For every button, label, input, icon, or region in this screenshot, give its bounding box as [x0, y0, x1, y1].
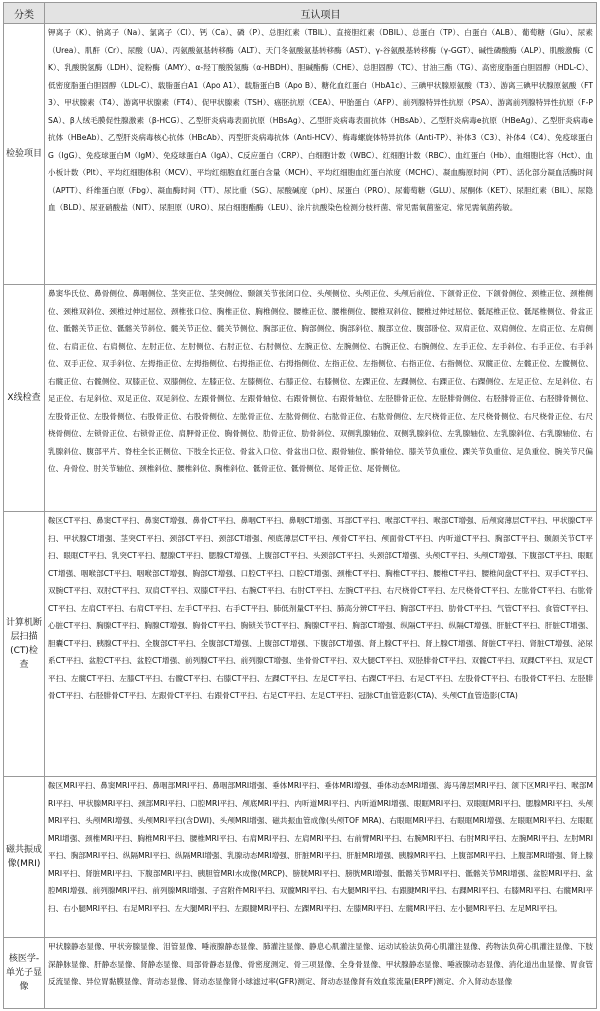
table-header-row — [4, 3, 597, 24]
category-cell: 磁共振成像(MRI) — [4, 777, 45, 938]
items-cell — [45, 24, 597, 285]
items-text: 甲状腺静态显像、甲状旁腺显像、泪管显像、唾液腺静态显像、肺灌注显像、静息心肌灌注显像、运动试验法负荷心肌灌注显像、药物法负荷心肌灌注显像、下肢深静脉显像、肝静态显像、肾静态显像、局部骨静态显像、骨密度测定、骨三项显像、全身骨显像、甲状腺静态显像、唾液腺动态显像、消化道出血显像、胃食管反流显像、异位胃黏膜显像、肾动态显像、肾动态显像肾小球滤过率(GFR)测定、肾动态显像肾有效血浆流量(ERPF)测定、介入肾动态显像 — [48, 942, 593, 987]
items-cell — [45, 285, 597, 512]
category-cell: 检验项目 — [4, 24, 45, 285]
mutual-recognition-table — [3, 2, 597, 1009]
header-items: 互认项目 — [45, 3, 597, 24]
items-cell — [45, 777, 597, 938]
items-text: 鼻窦华氏位、鼻骨侧位、鼻咽侧位、茎突正位、茎突侧位、颞颌关节张闭口位、头颅侧位、头颅正位、头颅后前位、下颌骨正位、下颌骨侧位、颈椎正位、颈椎侧位、颈椎双斜位、颈椎过伸过屈位、颈椎张口位、胸椎正位、胸椎侧位、腰椎正位、腰椎侧位、腰椎双斜位、腰椎过伸过屈位、骶尾椎正位、骶尾椎侧位、骨盆正位、骶髂关节正位、骶髂关节斜位、髋关节正位、髋关节侧位、胸部正位、胸部侧位、胸部斜位、腹部立位、腹部卧位、双肩正位、双肩侧位、左肩正位、左肩侧位、右肩正位、右肩侧位、左肘正位、左肘侧位、右肘正位、右肘侧位、左腕正位、左腕侧位、右腕正位、右腕侧位、左手正位、左手斜位、右手正位、右手斜位、双手正位、双手斜位、左拇指正位、左拇指侧位、右拇指正位、右拇指侧位、左指正位、左指侧位、右指正位、右指侧位、双髋正位、左髋正位、左髋侧位、右髋正位、右髋侧位、双膝正位、双膝侧位、左膝正位、左膝侧位、右膝正位、右膝侧位、左踝正位、左踝侧位、右踝正位、右踝侧位、左足正位、左足斜位、右足正位、右足斜位、双足正位、双足斜位、左跟骨侧位、左跟骨轴位、右跟骨侧位、右跟骨轴位、左胫腓骨正位、左胫腓骨侧位、右胫腓骨正位、右胫腓骨侧位、左股骨正位、左股骨侧位、右股骨正位、右股骨侧位、左肱骨正位、左肱骨侧位、右肱骨正位、右肱骨侧位、左尺桡骨正位、左尺桡骨侧位、右尺桡骨正位、右尺桡骨侧位、左锁骨正位、右锁骨正位、肩胛骨正位、胸骨侧位、肋骨正位、肋骨斜位、双侧乳腺轴位、双侧乳腺斜位、左乳腺轴位、左乳腺斜位、右乳腺轴位、右乳腺斜位、腹部平片、脊柱全长正侧位、下肢全长正位、骨盆入口位、骨盆出口位、跟骨轴位、髌骨轴位、膝关节负重位、踝关节负重位、足负重位、腕关节尺偏位、舟骨位、肘关节轴位、颈椎斜位、腰椎斜位、胸椎斜位、骶骨正位、骶骨侧位、尾骨正位、尾骨侧位。 — [48, 289, 593, 474]
table-row — [4, 777, 597, 938]
table-row — [4, 24, 597, 285]
header-category: 分类 — [4, 3, 45, 24]
table-row — [4, 938, 597, 1009]
items-text: 鞍区CT平扫、鼻窦CT平扫、鼻窦CT增强、鼻骨CT平扫、鼻咽CT平扫、鼻咽CT增强、耳部CT平扫、喉部CT平扫、喉部CT增强、后颅窝薄层CT平扫、甲状腺CT平扫、甲状腺CT增强、茎突CT平扫、颈部CT平扫、颈部CT增强、颅底薄层CT平扫、颅骨CT平扫、颅面骨CT平扫、内听道CT平扫、胸部CT平扫、颞颌关节CT平扫、眼眶CT平扫、乳突CT平扫、腮腺CT平扫、腮腺CT增强、上腹部CT平扫、头颈部CT平扫、头颈部CT增强、头颅CT平扫、头颅CT增强、下腹部CT平扫、眼眶CT增强、咽喉部CT平扫、咽喉部CT增强、胸部CT增强、口腔CT平扫、口腔CT增强、颈椎CT平扫、胸椎CT平扫、腰椎CT平扫、腰椎间盘CT平扫、双手CT平扫、双腕CT平扫、双肘CT平扫、双肩CT平扫、双膝CT平扫、右腕CT平扫、右肘CT平扫、左腕CT平扫、右尺桡骨CT平扫、左尺桡骨CT平扫、左肱骨CT平扫、右肱骨CT平扫、左肩CT平扫、右肩CT平扫、左手CT平扫、右手CT平扫、肺低剂量CT平扫、肺高分辨CT平扫、胸部CT平扫、肋骨CT平扫、气管CT平扫、食管CT平扫、心脏CT平扫、胸腺CT平扫、胸腺CT增强、胸骨CT平扫、胸锁关节CT平扫、胸腺CT平扫、胸部CT增强、纵隔CT平扫、纵隔CT增强、肝脏CT平扫、肝脏CT增强、胆囊CT平扫、胰腺CT平扫、全腹部CT平扫、全腹部CT增强、上腹部CT增强、下腹部CT增强、肾上腺CT平扫、肾上腺CT增强、肾脏CT平扫、肾脏CT增强、泌尿系CT平扫、盆腔CT平扫、盆腔CT增强、前列腺CT平扫、前列腺CT增强、坐骨骨CT平扫、双大腿CT平扫、双胫腓骨CT平扫、双髋CT平扫、双踝CT平扫、双足CT平扫、左髋CT平扫、左膝CT平扫、右髋CT平扫、右膝CT平扫、左踝CT平扫、左足CT平扫、右踝CT平扫、右足CT平扫、左股骨CT平扫、右股骨CT平扫、左胫腓骨CT平扫、右胫腓骨CT平扫、左跟骨CT平扫、右跟骨CT平扫、右足CT平扫、左足CT平扫、冠脉CT血管造影(CTA)、头颅CT血管造影(CTA) — [48, 516, 593, 701]
items-cell — [45, 512, 597, 777]
category-cell: 计算机断层扫描(CT)检查 — [4, 512, 45, 777]
items-text: 钾离子（K）、钠离子（Na）、氯离子（Cl）、钙（Ca）、磷（P）、总胆红素（TBIL）、直接胆红素（DBIL）、总蛋白（TP）、白蛋白（ALB）、葡萄糖（Glu）、尿素（Urea）、肌酐（Cr）、尿酸（UA）、丙氨酸氨基转移酶（ALT）、天门冬氨酸氨基转移酶（AST）、γ-谷氨酰基转移酶（γ-GGT）、碱性磷酸酶（ALP）、肌酸激酶（CK）、乳酸脱氢酶（LDH）、淀粉酶（AMY）、α-羟丁酸脱氢酶（α-HBDH）、胆碱酯酶（CHE）、总胆固醇（TC）、甘油三酯（TG）、高密度脂蛋白胆固醇（HDL-C）、低密度脂蛋白胆固醇（LDL-C）、载脂蛋白A1（Apo A1）、载脂蛋白B（Apo B）、糖化血红蛋白（HbA1c）、三碘甲状腺原氨酸（T3）、游离三碘甲状腺原氨酸（FT3）、甲状腺素（T4）、游离甲状腺素（FT4）、促甲状腺素（TSH）、癌胚抗原（CEA）、甲胎蛋白（AFP）、前列腺特异性抗原（PSA）、游离前列腺特异性抗原（F-PSA）、β人绒毛膜促性腺激素（β-HCG）、乙型肝炎病毒表面抗原（HBsAg）、乙型肝炎病毒表面抗体（HBsAb）、乙型肝炎病毒e抗原（HBeAg）、乙型肝炎病毒e抗体（HBeAb）、乙型肝炎病毒核心抗体（HBcAb）、丙型肝炎病毒抗体（Anti-HCV）、梅毒螺旋体特异抗体（Anti-TP）、补体3（C3）、补体4（C4）、免疫球蛋白G（IgG）、免疫球蛋白M（IgM）、免疫球蛋白A（IgA）、C反应蛋白（CRP）、白细胞计数（WBC）、红细胞计数（RBC）、血红蛋白（Hb）、血细胞比容（Hct）、血小板计数（Plt）、平均红细胞体积（MCV）、平均红细胞血红蛋白含量（MCH）、平均红细胞血红蛋白浓度（MCHC）、凝血酶原时间（PT）、活化部分凝血活酶时间（APTT）、纤维蛋白原（Fbg）、凝血酶时间（TT）、尿比重（SG）、尿酸碱度（pH）、尿蛋白（PRO）、尿葡萄糖（GLU）、尿酮体（KET）、尿胆红素（BIL）、尿隐血（BLD）、尿亚硝酸盐（NIT）、尿胆原（URO）、尿白细胞酯酶（LEU）、涂片抗酸染色检测分枝杆菌、常见需氧菌鉴定、常见需氧菌药敏。 — [48, 28, 593, 213]
items-cell — [45, 938, 597, 1009]
category-cell: 核医学-单光子显像 — [4, 938, 45, 1009]
table-row — [4, 285, 597, 512]
category-cell: X线检查 — [4, 285, 45, 512]
items-text: 鞍区MRI平扫、鼻窦MRI平扫、鼻咽部MRI平扫、鼻咽部MRI增强、垂体MRI平扫、垂体MRI增强、垂体动态MRI增强、海马薄层MRI平扫、颌下区MRI平扫、喉部MRI平扫、甲状腺MRI平扫、颈部MRI平扫、口腔MRI平扫、颅底MRI平扫、内听道MRI平扫、内听道MRI增强、眼眶MRI平扫、双眼眶MRI平扫、腮腺MRI平扫、头颅MRI平扫、头颅MRI增强、头颅MRI平扫(含DWI)、头颅MRI增强、磁共振血管成像(头颅TOF MRA)、右眼眶MRI平扫、右眼眶MRI增强、左眼眶MRI平扫、左眼眶MRI增强、颈椎MRI平扫、胸椎MRI平扫、腰椎MRI平扫、右肩MRI平扫、左肩MRI平扫、右前臂MRI平扫、右腕MRI平扫、右肘MRI平扫、左腕MRI平扫、左肘MRI平扫、胸部MRI平扫、纵隔MRI平扫、纵隔MRI增强、乳腺动态MRI增强、肝脏MRI平扫、肝脏MRI增强、胰腺MRI平扫、上腹部MRI平扫、上腹部MRI增强、肾上腺MRI平扫、肾脏MRI平扫、下腹部MRI平扫、胰胆管MRI水成像(MRCP)、膀胱MRI平扫、膀胱MRI增强、骶髂关节MRI平扫、骶髂关节MRI增强、盆腔MRI平扫、盆腔MRI增强、前列腺MRI平扫、前列腺MRI增强、子宫附件MRI平扫、双髋MRI平扫、右大腿MRI平扫、右跟腱MRI平扫、右踝MRI平扫、右膝MRI平扫、右髋MRI平扫、右小腿MRI平扫、右足MRI平扫、左大腿MRI平扫、左跟腱MRI平扫、左踝MRI平扫、左膝MRI平扫、左髋MRI平扫、左小腿MRI平扫、左足MRI平扫。 — [48, 781, 593, 913]
table-row — [4, 512, 597, 777]
